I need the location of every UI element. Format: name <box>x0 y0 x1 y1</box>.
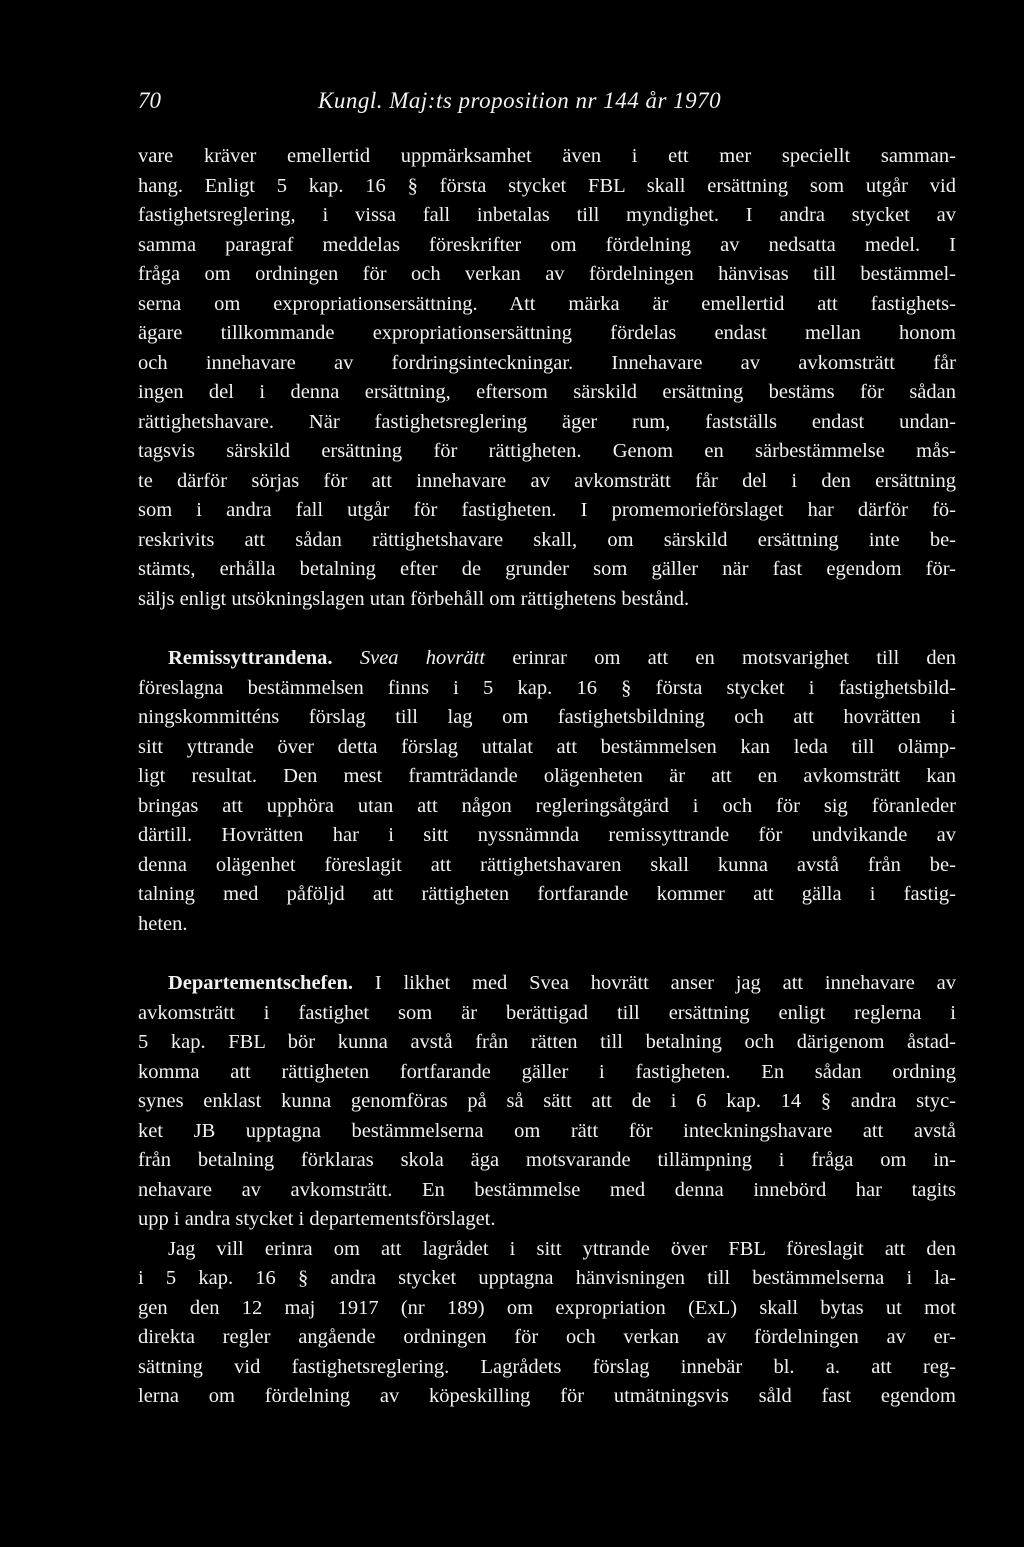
text-line <box>138 969 956 999</box>
text-line: ingen del i denna ersättning, eftersom särskild ersättning bestäms för sådan <box>138 381 956 403</box>
text-line <box>138 644 956 674</box>
text-line: sättning vid fastighetsreglering. Lagrådets förslag innebär bl. a. att reg- <box>138 1355 956 1378</box>
text-line: från betalning förklaras skola äga motsvarande tillämpning i fråga om in- <box>138 1149 956 1171</box>
italic-name: Svea hovrätt <box>359 647 486 669</box>
text-line: Jag vill erinra om att lagrådet i sitt yttrande över FBL föreslagit att den <box>168 1237 956 1260</box>
text-line: i 5 kap. 16 § andra stycket upptagna hänvisningen till bestämmelserna i la- <box>138 1267 956 1289</box>
section-label-remissyttrandena: Remissyttrandena. <box>168 647 333 669</box>
text-line: ligt resultat. Den mest framträdande olägenheten är att en avkomsträtt kan <box>138 765 956 787</box>
paragraph-remissyttrandena <box>138 644 956 939</box>
text-line: 5 kap. FBL bör kunna avstå från rätten till betalning och därigenom åstad- <box>138 1031 956 1053</box>
text-line: rättighetshavare. När fastighetsreglering äger rum, fastställs endast undan- <box>138 410 956 433</box>
text-line: stämts, erhålla betalning efter de grunder som gäller när fast egendom för- <box>138 558 956 580</box>
text-line: och innehavare av fordringsinteckningar. Innehavare av avkomsträtt får <box>138 351 956 374</box>
document-page <box>138 88 956 1412</box>
text-line: hang. Enligt 5 kap. 16 § första stycket FBL skall ersättning som utgår vid <box>138 174 956 197</box>
text-line: direkta regler angående ordningen för och verkan av fördelningen av er- <box>138 1326 956 1348</box>
text-line: nehavare av avkomsträtt. En bestämmelse med denna innebörd har tagits <box>138 1178 956 1201</box>
text-line: ningskommitténs förslag till lag om fastighetsbildning och att hovrätten i <box>138 706 956 728</box>
page-number: 70 <box>138 88 161 113</box>
running-title: Kungl. Maj:ts proposition nr 144 år 1970 <box>318 88 722 113</box>
text-fragment: erinrar om att en motsvarighet till den <box>512 647 957 669</box>
text-line: vare kräver emellertid uppmärksamhet även i ett mer speciellt samman- <box>138 145 956 167</box>
text-line: lerna om fördelning av köpeskilling för utmätningsvis såld fast egendom <box>138 1385 956 1407</box>
text-line: ket JB upptagna bestämmelserna om rätt för inteckningshavare att avstå <box>138 1119 956 1142</box>
text-line: tagsvis särskild ersättning för rättigheten. Genom en särbestämmelse mås- <box>138 440 956 462</box>
text-line: synes enklast kunna genomföras på så sätt att de i 6 kap. 14 § andra styc- <box>138 1090 956 1112</box>
section-label-departementschefen: Departementschefen. <box>168 972 354 994</box>
text-line: därtill. Hovrätten har i sitt nyssnämnda remissyttrande för undvikande av <box>138 824 956 846</box>
text-line: upp i andra stycket i departementsförslaget. <box>138 1208 496 1230</box>
text-line: samma paragraf meddelas föreskrifter om fördelning av nedsatta medel. I <box>138 233 956 256</box>
text-line: bringas att upphöra utan att någon regleringsåtgärd i och för sig föranleder <box>138 794 956 817</box>
page-header <box>138 88 956 128</box>
text-line: som i andra fall utgår för fastigheten. I promemorieförslaget har därför fö- <box>138 499 956 521</box>
text-line: föreslagna bestämmelsen finns i 5 kap. 16 § första stycket i fastighetsbild- <box>138 676 956 699</box>
paragraph-1 <box>138 142 956 614</box>
text-line: fastighetsreglering, i vissa fall inbetalas till myndighet. I andra stycket av <box>138 204 956 226</box>
text-line: avkomsträtt i fastighet som är berättigad till ersättning enligt reglerna i <box>138 1001 956 1024</box>
text-fragment: I likhet med Svea hovrätt anser jag att innehavare av <box>374 972 957 994</box>
text-line: säljs enligt utsökningslagen utan förbehåll om rättighetens bestånd. <box>138 587 690 610</box>
text-line: fråga om ordningen för och verkan av fördelningen hänvisas till bestämmel- <box>138 263 956 285</box>
text-line: gen den 12 maj 1917 (nr 189) om expropriation (ExL) skall bytas ut mot <box>138 1296 956 1319</box>
text-line: heten. <box>138 912 188 935</box>
text-line: sitt yttrande över detta förslag uttalat att bestämmelsen kan leda till olämp- <box>138 735 956 758</box>
paragraph-departementschefen <box>138 969 956 1235</box>
text-line: reskrivits att sådan rättighetshavare skall, om särskild ersättning inte be- <box>138 528 956 551</box>
text-line: denna olägenhet föreslagit att rättighetshavaren skall kunna avstå från be- <box>138 853 956 876</box>
text-line: komma att rättigheten fortfarande gäller i fastigheten. En sådan ordning <box>138 1060 956 1083</box>
paragraph-4 <box>138 1235 956 1412</box>
text-line: ägare tillkommande expropriationsersättning fördelas endast mellan honom <box>138 322 956 344</box>
text-line: te därför sörjas för att innehavare av avkomsträtt får del i den ersättning <box>138 469 956 492</box>
text-line: talning med påföljd att rättigheten fortfarande kommer att gälla i fastig- <box>138 883 956 905</box>
text-line: serna om expropriationsersättning. Att märka är emellertid att fastighets- <box>138 292 956 315</box>
